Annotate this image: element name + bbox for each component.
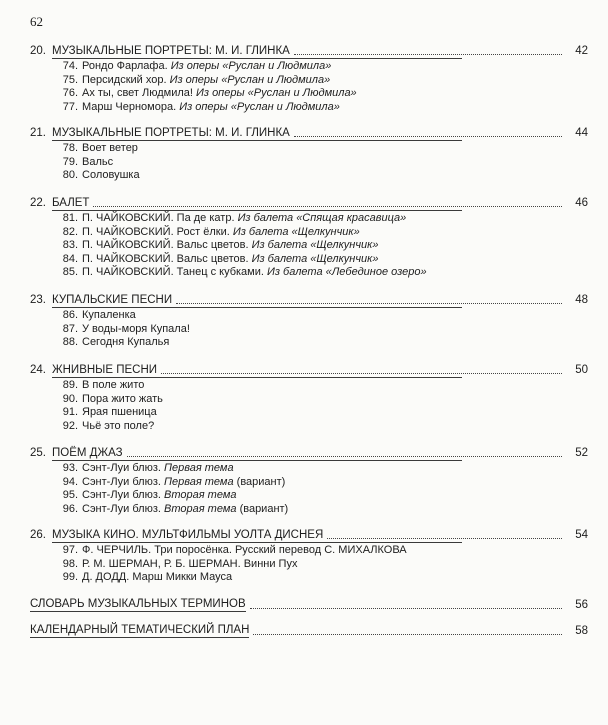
item-text: Сэнт-Луи блюз. <box>82 475 161 488</box>
item-number: 94. <box>62 475 78 488</box>
item-number: 75. <box>62 73 78 86</box>
section-number: 25. <box>30 447 46 459</box>
dot-leader <box>176 302 562 304</box>
item-number: 79. <box>62 155 78 168</box>
item-text: П. ЧАЙКОВСКИЙ. Танец с кубками. <box>82 266 264 278</box>
list-item[interactable] <box>52 60 462 74</box>
dot-leader <box>127 455 562 457</box>
item-text: Р. М. ШЕРМАН, Р. Б. ШЕРМАН. Винни Пух <box>82 557 298 570</box>
list-item[interactable] <box>52 323 462 337</box>
item-number: 84. <box>62 252 78 265</box>
section-number: 23. <box>30 294 46 306</box>
section-heading[interactable] <box>30 446 588 460</box>
list-item[interactable] <box>52 309 462 323</box>
item-source: Вторая тема <box>164 502 237 515</box>
item-text: Сэнт-Луи блюз. <box>82 462 161 474</box>
section-items <box>52 210 462 280</box>
list-item[interactable] <box>52 87 462 101</box>
section-page: 52 <box>575 447 588 459</box>
list-item[interactable] <box>52 393 462 407</box>
item-number: 95. <box>62 489 78 501</box>
section-page: 42 <box>575 45 588 57</box>
list-item[interactable] <box>52 156 462 170</box>
item-number: 81. <box>62 212 78 224</box>
item-text: Пора жито жать <box>82 392 163 405</box>
section-heading[interactable] <box>30 126 588 140</box>
section-page: 54 <box>575 529 588 541</box>
list-item[interactable] <box>52 169 462 183</box>
section-items <box>52 377 462 433</box>
item-number: 80. <box>62 169 78 181</box>
section-number: 26. <box>30 529 46 541</box>
section-heading[interactable] <box>30 363 588 377</box>
item-source: Из балета «Спящая красавица» <box>237 212 407 224</box>
item-number: 93. <box>62 462 78 474</box>
list-item[interactable] <box>52 462 462 476</box>
item-text: Рондо Фарлафа. <box>82 60 168 72</box>
item-text: Сэнт-Луи блюз. <box>82 502 161 515</box>
calendar-plan-page: 58 <box>575 625 588 637</box>
item-number: 85. <box>62 266 78 278</box>
toc-section-26 <box>30 528 588 585</box>
section-items <box>52 58 462 114</box>
toc-section-23 <box>30 293 588 350</box>
list-item[interactable] <box>52 212 462 226</box>
toc-section-25 <box>30 446 588 516</box>
item-text: П. ЧАЙКОВСКИЙ. Рост ёлки. <box>82 225 230 238</box>
list-item[interactable] <box>52 544 462 558</box>
list-item[interactable] <box>52 266 462 280</box>
list-item[interactable] <box>52 226 462 240</box>
section-title: ЖНИВНЫЕ ПЕСНИ <box>52 364 158 376</box>
list-item[interactable] <box>52 253 462 267</box>
list-item[interactable] <box>52 239 462 253</box>
list-item[interactable] <box>52 476 462 490</box>
section-page: 48 <box>575 294 588 306</box>
item-variant: (вариант) <box>239 502 289 515</box>
list-item[interactable] <box>52 420 462 434</box>
item-text: Ах ты, свет Людмила! <box>82 87 193 99</box>
item-number: 87. <box>62 322 78 335</box>
item-text: Соловушка <box>82 169 140 181</box>
list-item[interactable] <box>52 142 462 156</box>
item-text: Сэнт-Луи блюз. <box>82 489 161 501</box>
item-text: Ф. ЧЕРЧИЛЬ. Три поросёнка. Русский перевод С. МИХАЛКОВА <box>82 544 407 556</box>
section-items <box>52 542 462 585</box>
item-text: Вальс <box>82 155 114 168</box>
item-number: 91. <box>62 406 78 418</box>
item-number: 89. <box>62 379 78 391</box>
glossary-page: 56 <box>575 599 588 611</box>
item-text: Ярая пшеница <box>82 406 157 418</box>
item-number: 96. <box>62 502 78 515</box>
list-item[interactable] <box>52 74 462 88</box>
item-text: Чьё это поле? <box>82 419 155 432</box>
item-text: Персидский хор. <box>82 73 167 86</box>
item-source: Первая тема <box>164 475 234 488</box>
list-item[interactable] <box>52 406 462 420</box>
item-source: Из балета «Щелкунчик» <box>251 252 379 265</box>
item-number: 99. <box>62 571 78 583</box>
item-number: 90. <box>62 392 78 405</box>
dot-leader <box>294 53 562 55</box>
glossary-title: СЛОВАРЬ МУЗЫКАЛЬНЫХ ТЕРМИНОВ <box>30 598 246 610</box>
section-number: 20. <box>30 45 46 57</box>
item-number: 88. <box>62 336 78 348</box>
item-text: П. ЧАЙКОВСКИЙ. Вальс цветов. <box>82 239 249 251</box>
section-heading[interactable] <box>30 528 588 542</box>
item-source: Из балета «Щелкунчик» <box>232 225 360 238</box>
list-item[interactable] <box>52 571 462 585</box>
section-number: 24. <box>30 364 46 376</box>
section-title: МУЗЫКАЛЬНЫЕ ПОРТРЕТЫ: М. И. ГЛИНКА <box>52 45 290 57</box>
toc-section-20 <box>30 44 588 114</box>
section-heading[interactable] <box>30 293 588 307</box>
section-items <box>52 307 462 350</box>
section-title: БАЛЕТ <box>52 197 90 209</box>
section-page: 50 <box>575 364 588 376</box>
calendar-plan-title: КАЛЕНДАРНЫЙ ТЕМАТИЧЕСКИЙ ПЛАН <box>30 624 250 636</box>
list-item[interactable] <box>52 503 462 517</box>
item-number: 98. <box>62 557 78 570</box>
item-source: Первая тема <box>164 462 234 474</box>
item-text: Марш Черномора. <box>82 100 177 113</box>
item-number: 92. <box>62 419 78 432</box>
section-title: КУПАЛЬСКИЕ ПЕСНИ <box>52 294 173 306</box>
toc-calendar-plan[interactable] <box>30 624 588 638</box>
item-text: Купаленка <box>82 309 136 321</box>
dot-leader <box>327 537 562 539</box>
item-text: Воет ветер <box>82 142 138 154</box>
section-page: 46 <box>575 197 588 209</box>
item-source: Из оперы «Руслан и Людмила» <box>179 100 340 113</box>
list-item[interactable] <box>52 489 462 503</box>
toc-section-21 <box>30 126 588 183</box>
item-number: 86. <box>62 309 78 321</box>
toc-section-22 <box>30 196 588 280</box>
section-heading[interactable] <box>30 44 588 58</box>
section-heading[interactable] <box>30 196 588 210</box>
section-number: 21. <box>30 127 46 139</box>
list-item[interactable] <box>52 379 462 393</box>
toc-section-24 <box>30 363 588 433</box>
item-number: 76. <box>62 87 78 99</box>
item-number: 82. <box>62 225 78 238</box>
dot-leader <box>161 372 562 374</box>
section-title: ПОЁМ ДЖАЗ <box>52 447 123 459</box>
item-text: П. ЧАЙКОВСКИЙ. Вальс цветов. <box>82 252 249 265</box>
section-items <box>52 460 462 516</box>
item-source: Из оперы «Руслан и Людмила» <box>169 73 331 86</box>
item-variant: (вариант) <box>236 475 286 488</box>
item-text: В поле жито <box>82 379 145 391</box>
toc-glossary[interactable] <box>30 598 588 612</box>
item-text: Д. ДОДД. Марш Микки Мауса <box>82 571 233 583</box>
item-source: Вторая тема <box>164 489 237 501</box>
item-number: 83. <box>62 239 78 251</box>
section-page: 44 <box>575 127 588 139</box>
item-number: 97. <box>62 544 78 556</box>
item-source: Из оперы «Руслан и Людмила» <box>196 87 357 99</box>
item-text: Сегодня Купалья <box>82 336 170 348</box>
item-text: П. ЧАЙКОВСКИЙ. Па де катр. <box>82 212 235 224</box>
item-text: У воды-моря Купала! <box>82 322 190 335</box>
item-source: Из балета «Лебединое озеро» <box>267 266 427 278</box>
item-number: 77. <box>62 100 78 113</box>
item-number: 74. <box>62 60 78 72</box>
dot-leader <box>294 135 562 137</box>
list-item[interactable] <box>52 558 462 572</box>
page-number: 62 <box>30 14 43 29</box>
section-title: МУЗЫКАЛЬНЫЕ ПОРТРЕТЫ: М. И. ГЛИНКА <box>52 127 290 139</box>
section-number: 22. <box>30 197 46 209</box>
section-items <box>52 140 462 183</box>
list-item[interactable] <box>52 101 462 115</box>
dot-leader <box>93 205 562 207</box>
item-source: Из оперы «Руслан и Людмила» <box>170 60 332 72</box>
item-source: Из балета «Щелкунчик» <box>251 239 379 251</box>
item-number: 78. <box>62 142 78 154</box>
dot-leader <box>250 608 562 609</box>
dot-leader <box>253 634 562 635</box>
section-title: МУЗЫКА КИНО. МУЛЬТФИЛЬМЫ УОЛТА ДИСНЕЯ <box>52 529 324 541</box>
list-item[interactable] <box>52 336 462 350</box>
